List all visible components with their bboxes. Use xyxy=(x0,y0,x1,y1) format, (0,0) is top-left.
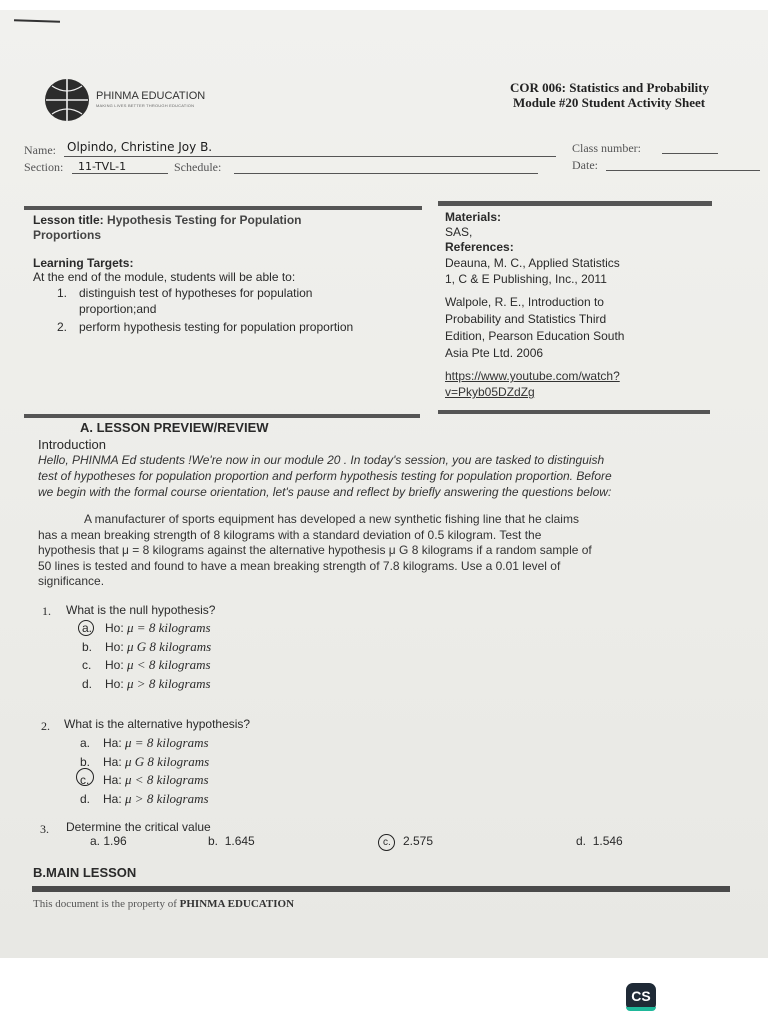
divider-mid-left xyxy=(24,414,420,418)
q3-option-b[interactable] xyxy=(208,834,255,848)
q2-option-b-pre: Ha: xyxy=(103,754,126,769)
intro-line-2: test of hypotheses for population proportion and perform hypothesis testing for population proportion. Before xyxy=(38,469,612,483)
problem-line-2: has a mean breaking strength of 8 kilograms with a standard deviation of 0.5 kilogram. Test the xyxy=(38,527,542,542)
date-label: Date: xyxy=(572,158,598,172)
reference-2b: Probability and Statistics Third xyxy=(445,312,607,326)
problem-text xyxy=(38,512,728,590)
q2-option-c-pre: Ha: xyxy=(103,773,126,787)
lesson-title-label: Lesson title: xyxy=(33,213,104,227)
divider-top-right xyxy=(438,201,712,206)
target-1-cont: proportion;and xyxy=(79,302,157,316)
q1-option-a-math: μ = 8 kilograms xyxy=(127,620,211,635)
q3-option-d[interactable] xyxy=(576,834,623,848)
org-name: PHINMA EDUCATION xyxy=(96,90,206,102)
divider-bottom xyxy=(32,886,730,892)
q1-option-c[interactable] xyxy=(82,656,211,675)
q1-number: 1. xyxy=(42,604,51,618)
lesson-title-value-2: Proportions xyxy=(33,228,101,242)
target-1: distinguish test of hypotheses for population xyxy=(79,286,313,300)
q1-option-a-pre: Ho: xyxy=(105,621,128,635)
name-value: Olpindo, Christine Joy B. xyxy=(67,140,213,154)
camscanner-accent xyxy=(626,1007,656,1011)
q2-option-b-letter: b. xyxy=(80,754,91,769)
q2-option-b-math: μ G 8 kilograms xyxy=(125,753,210,769)
q2-option-c[interactable] xyxy=(80,771,209,790)
section-line xyxy=(72,173,168,174)
intro-line-1: Hello, PHINMA Ed students !We're now in our module 20 . In today's session, you are tasked to distinguish xyxy=(38,453,605,467)
q2-option-d-letter: d. xyxy=(80,791,91,806)
q2-number: 2. xyxy=(41,719,50,733)
q2-option-a-letter: a. xyxy=(80,736,91,750)
q2-option-d[interactable] xyxy=(80,790,209,809)
q1-text: What is the null hypothesis? xyxy=(66,603,216,617)
q1-option-c-letter: c. xyxy=(82,658,92,672)
references-label: References: xyxy=(445,240,514,254)
q1-option-b-pre: Ho: xyxy=(105,639,128,654)
phinma-logo xyxy=(44,78,90,122)
q2-option-a-math: μ = 8 kilograms xyxy=(125,735,209,750)
q2-option-c-letter: c. xyxy=(80,773,90,787)
reference-1b: 1, C & E Publishing, Inc., 2011 xyxy=(445,272,607,286)
q1-option-a[interactable] xyxy=(82,619,211,638)
schedule-label: Schedule: xyxy=(174,160,222,174)
q3-option-a[interactable] xyxy=(90,834,127,848)
introduction-text xyxy=(38,452,758,500)
divider-mid-right xyxy=(438,410,710,414)
q1-option-b-letter: b. xyxy=(82,639,93,654)
reference-2a: Walpole, R. E., Introduction to xyxy=(445,295,604,309)
section-label: Section: xyxy=(24,160,64,174)
q2-option-b[interactable] xyxy=(80,753,209,772)
class-number-label: Class number: xyxy=(572,141,641,155)
footer-prefix: This document is the property of xyxy=(33,898,180,910)
section-a-heading: A. LESSON PREVIEW/REVIEW xyxy=(80,420,269,435)
q1-option-b[interactable] xyxy=(82,638,211,657)
q1-option-c-pre: Ho: xyxy=(105,658,128,672)
reference-3-link[interactable] xyxy=(445,368,620,400)
org-tagline: MAKING LIVES BETTER THROUGH EDUCATION xyxy=(96,103,195,108)
name-line xyxy=(64,156,556,157)
camscanner-text: CS xyxy=(631,988,651,1004)
target-2: perform hypothesis testing for population proportion xyxy=(79,320,354,334)
q3-text: Determine the critical value xyxy=(66,820,211,834)
q3-option-d-value: 1.546 xyxy=(592,834,623,848)
footer-brand: PHINMA EDUCATION xyxy=(179,898,295,910)
problem-line-1: A manufacturer of sports equipment has developed a new synthetic fishing line that he claims xyxy=(84,512,579,526)
q2-option-c-math: μ < 8 kilograms xyxy=(125,772,209,787)
q1-option-d-letter: d. xyxy=(82,676,93,691)
q2-option-a[interactable] xyxy=(80,734,209,753)
q3-answer-circle-icon xyxy=(378,834,395,851)
reference-2 xyxy=(445,294,624,362)
q1-option-c-math: μ < 8 kilograms xyxy=(127,657,211,672)
reference-2c: Edition, Pearson Education South xyxy=(445,329,625,343)
q3-option-b-letter: b. xyxy=(208,834,219,848)
lesson-title-value: Hypothesis Testing for Population xyxy=(107,213,302,227)
target-2-num: 2. xyxy=(57,320,68,334)
q2-text: What is the alternative hypothesis? xyxy=(64,717,251,731)
q2-option-a-pre: Ha: xyxy=(103,736,126,750)
problem-line-4: 50 lines is tested and found to have a mean breaking strength of 7.8 kilograms. Use a 0.01 level of xyxy=(38,558,561,573)
name-label: Name: xyxy=(24,143,56,157)
q2-option-d-pre: Ha: xyxy=(103,791,126,806)
reference-2d: Asia Pte Ltd. 2006 xyxy=(445,346,544,360)
footer-text xyxy=(33,898,294,910)
q3-option-c-letter: c. xyxy=(383,837,391,848)
q3-option-a-value: 1.96 xyxy=(103,834,127,848)
reference-3a: https://www.youtube.com/watch? xyxy=(445,369,620,383)
q3-option-a-letter: a. xyxy=(90,834,101,848)
target-1-num: 1. xyxy=(57,286,68,300)
q1-answer-circle-icon xyxy=(78,620,94,636)
section-value: 11-TVL-1 xyxy=(78,160,127,173)
materials-label: Materials: xyxy=(445,210,502,224)
problem-line-5: significance. xyxy=(38,574,105,588)
section-b-heading: B.MAIN LESSON xyxy=(33,865,137,880)
divider-top-left xyxy=(24,206,422,210)
camscanner-logo xyxy=(626,983,656,1011)
q1-option-a-letter: a. xyxy=(82,621,93,635)
problem-line-3: hypothesis that μ = 8 kilograms against the alternative hypothesis μ G 8 kilograms if a random sample of xyxy=(38,543,592,557)
q3-option-d-letter: d. xyxy=(576,834,587,848)
introduction-heading: Introduction xyxy=(38,437,106,452)
q3-option-b-value: 1.645 xyxy=(224,834,255,848)
reference-1a: Deauna, M. C., Applied Statistics xyxy=(445,256,620,270)
sheet-title: Module #20 Student Activity Sheet xyxy=(513,95,706,110)
q3-option-c-value: 2.575 xyxy=(403,834,434,848)
q2-answer-circle-icon xyxy=(76,768,94,786)
q1-option-d[interactable] xyxy=(82,675,211,694)
course-title: COR 006: Statistics and Probability xyxy=(510,80,710,95)
q1-options xyxy=(82,619,211,693)
schedule-line xyxy=(234,173,538,174)
q1-option-d-pre: Ho: xyxy=(105,676,128,691)
learning-targets-heading: Learning Targets: xyxy=(33,256,134,270)
reference-1 xyxy=(445,255,620,287)
date-line xyxy=(606,170,760,171)
q2-option-d-math: μ > 8 kilograms xyxy=(125,790,209,806)
class-number-line xyxy=(662,153,718,154)
intro-line-3: we begin with the formal course orientation, let's pause and reflect by briefly answering the questions below: xyxy=(38,485,612,499)
reference-3b: v=Pkyb05DZdZg xyxy=(445,385,535,399)
materials-value: SAS, xyxy=(445,225,473,239)
q1-option-d-math: μ > 8 kilograms xyxy=(127,675,211,691)
learning-targets-intro: At the end of the module, students will be able to: xyxy=(33,270,296,284)
q1-option-b-math: μ G 8 kilograms xyxy=(127,638,212,654)
q3-number: 3. xyxy=(40,822,49,836)
lesson-title xyxy=(33,213,423,243)
q2-options xyxy=(80,734,209,808)
